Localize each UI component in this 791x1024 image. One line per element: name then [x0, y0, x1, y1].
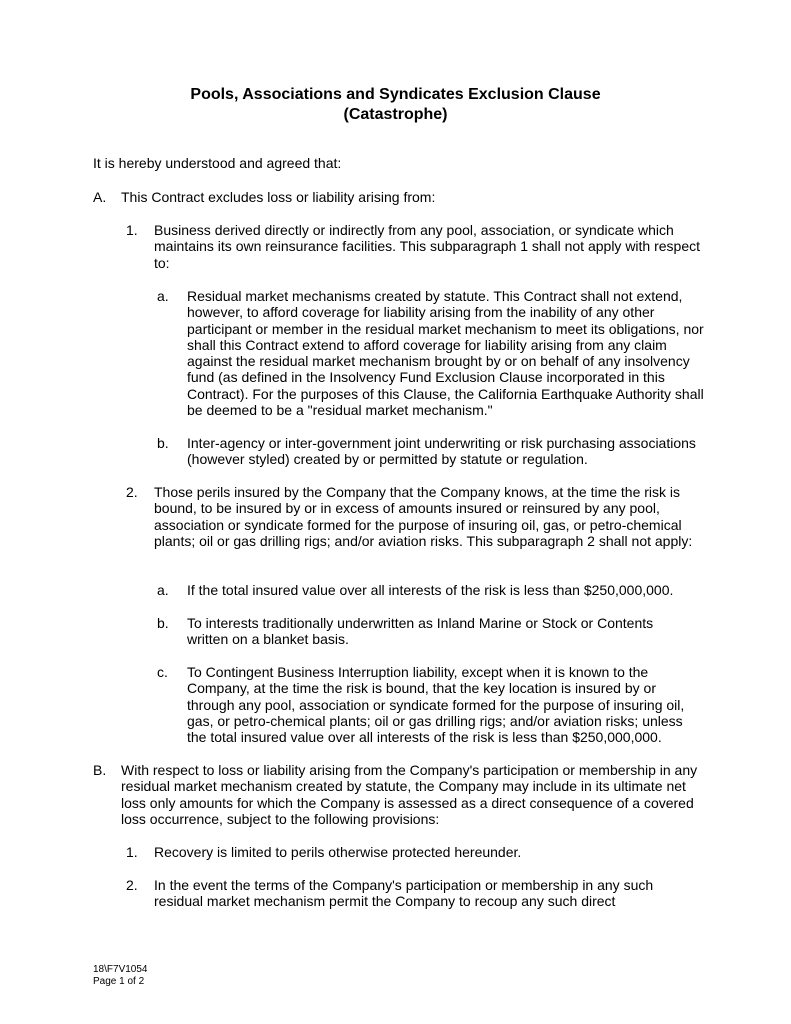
document-subtitle: (Catastrophe) [343, 106, 448, 123]
section-a-item1-sub-a-marker: a. [157, 288, 169, 304]
section-b-text: With respect to loss or liability arising from the Company's participation or membership in any residual market mechanism created by statute, the Company may include in its ultimate net loss only amounts for which the Company is assessed as a direct consequence of a covered loss occurrence, subject to the following provisions: [121, 762, 698, 827]
section-a-item2-sub-a-text: If the total insured value over all interests of the risk is less than $250,000,000. [187, 582, 674, 598]
section-a-item2-sub-c-marker: c. [157, 664, 168, 680]
section-b-item1-marker: 1. [126, 844, 138, 860]
section-b-item2-text: In the event the terms of the Company's participation or membership in any such residual market mechanism permit the Company to recoup any such direct [154, 877, 654, 910]
section-b-item1-text: Recovery is limited to perils otherwise protected hereunder. [154, 844, 522, 860]
section-a-text: This Contract excludes loss or liability arising from: [121, 189, 436, 205]
section-a-item2-sub-a-marker: a. [157, 582, 169, 598]
section-a-item1-sub-b-marker: b. [157, 435, 169, 451]
section-a-item2-sub-c-text: To Contingent Business Interruption liability, except when it is known to the Company, at the time the risk is bound, that the key location is insured by or through any pool, association or syndicate formed for the purpose of insuring oil, gas, or petro-chemical plants; oil or gas drilling rigs; and/or aviation risks; unless the total insured value over all interests of the risk is less than $250,000,000. [187, 664, 685, 746]
section-a-marker: A. [93, 189, 107, 205]
section-a-item2-sub-b-text: To interests traditionally underwritten as Inland Marine or Stock or Contents written on a blanket basis. [187, 615, 654, 648]
intro-text: It is hereby understood and agreed that: [93, 155, 342, 171]
section-a-item1-sub-a-text: Residual market mechanisms created by statute. This Contract shall not extend, however, to afford coverage for liability arising from the inability of any other participant or member in the residual market mechanism to meet its obligations, nor shall this Contract extend to afford coverage for liability arising from any claim against the residual market mechanism brought by or on behalf of any insolvency fund (as defined in the Insolvency Fund Exclusion Clause incorporated in this Contract). For the purposes of this Clause, the California Earthquake Authority shall be deemed to be a "residual market mechanism." [187, 288, 704, 419]
document-title: Pools, Associations and Syndicates Exclusion Clause [190, 86, 601, 103]
section-a-item1-sub-b-text: Inter-agency or inter-government joint underwriting or risk purchasing associations (however styled) created by or permitted by statute or regulation. [187, 435, 696, 468]
section-b-item2-marker: 2. [126, 877, 138, 893]
section-b-marker: B. [93, 762, 107, 778]
section-a-item1-text: Business derived directly or indirectly from any pool, association, or syndicate which maintains its own reinsurance facilities. This subparagraph 1 shall not apply with respect to: [154, 222, 701, 271]
section-a-item2-sub-b-marker: b. [157, 615, 169, 631]
footer-page-number: Page 1 of 2 [93, 976, 145, 987]
section-a-item1-marker: 1. [126, 222, 138, 238]
section-a-item2-marker: 2. [126, 484, 138, 500]
footer-document-code: 18\F7V1054 [93, 964, 148, 975]
section-a-item2-text: Those perils insured by the Company that the Company knows, at the time the risk is bound, to be insured by or in excess of amounts insured or reinsured by any pool, association or syndicate formed for the purpose of insuring oil, gas, or petro-chemical plants; oil or gas drilling rigs; and/or aviation risks. This subparagraph 2 shall not apply: [154, 484, 693, 549]
